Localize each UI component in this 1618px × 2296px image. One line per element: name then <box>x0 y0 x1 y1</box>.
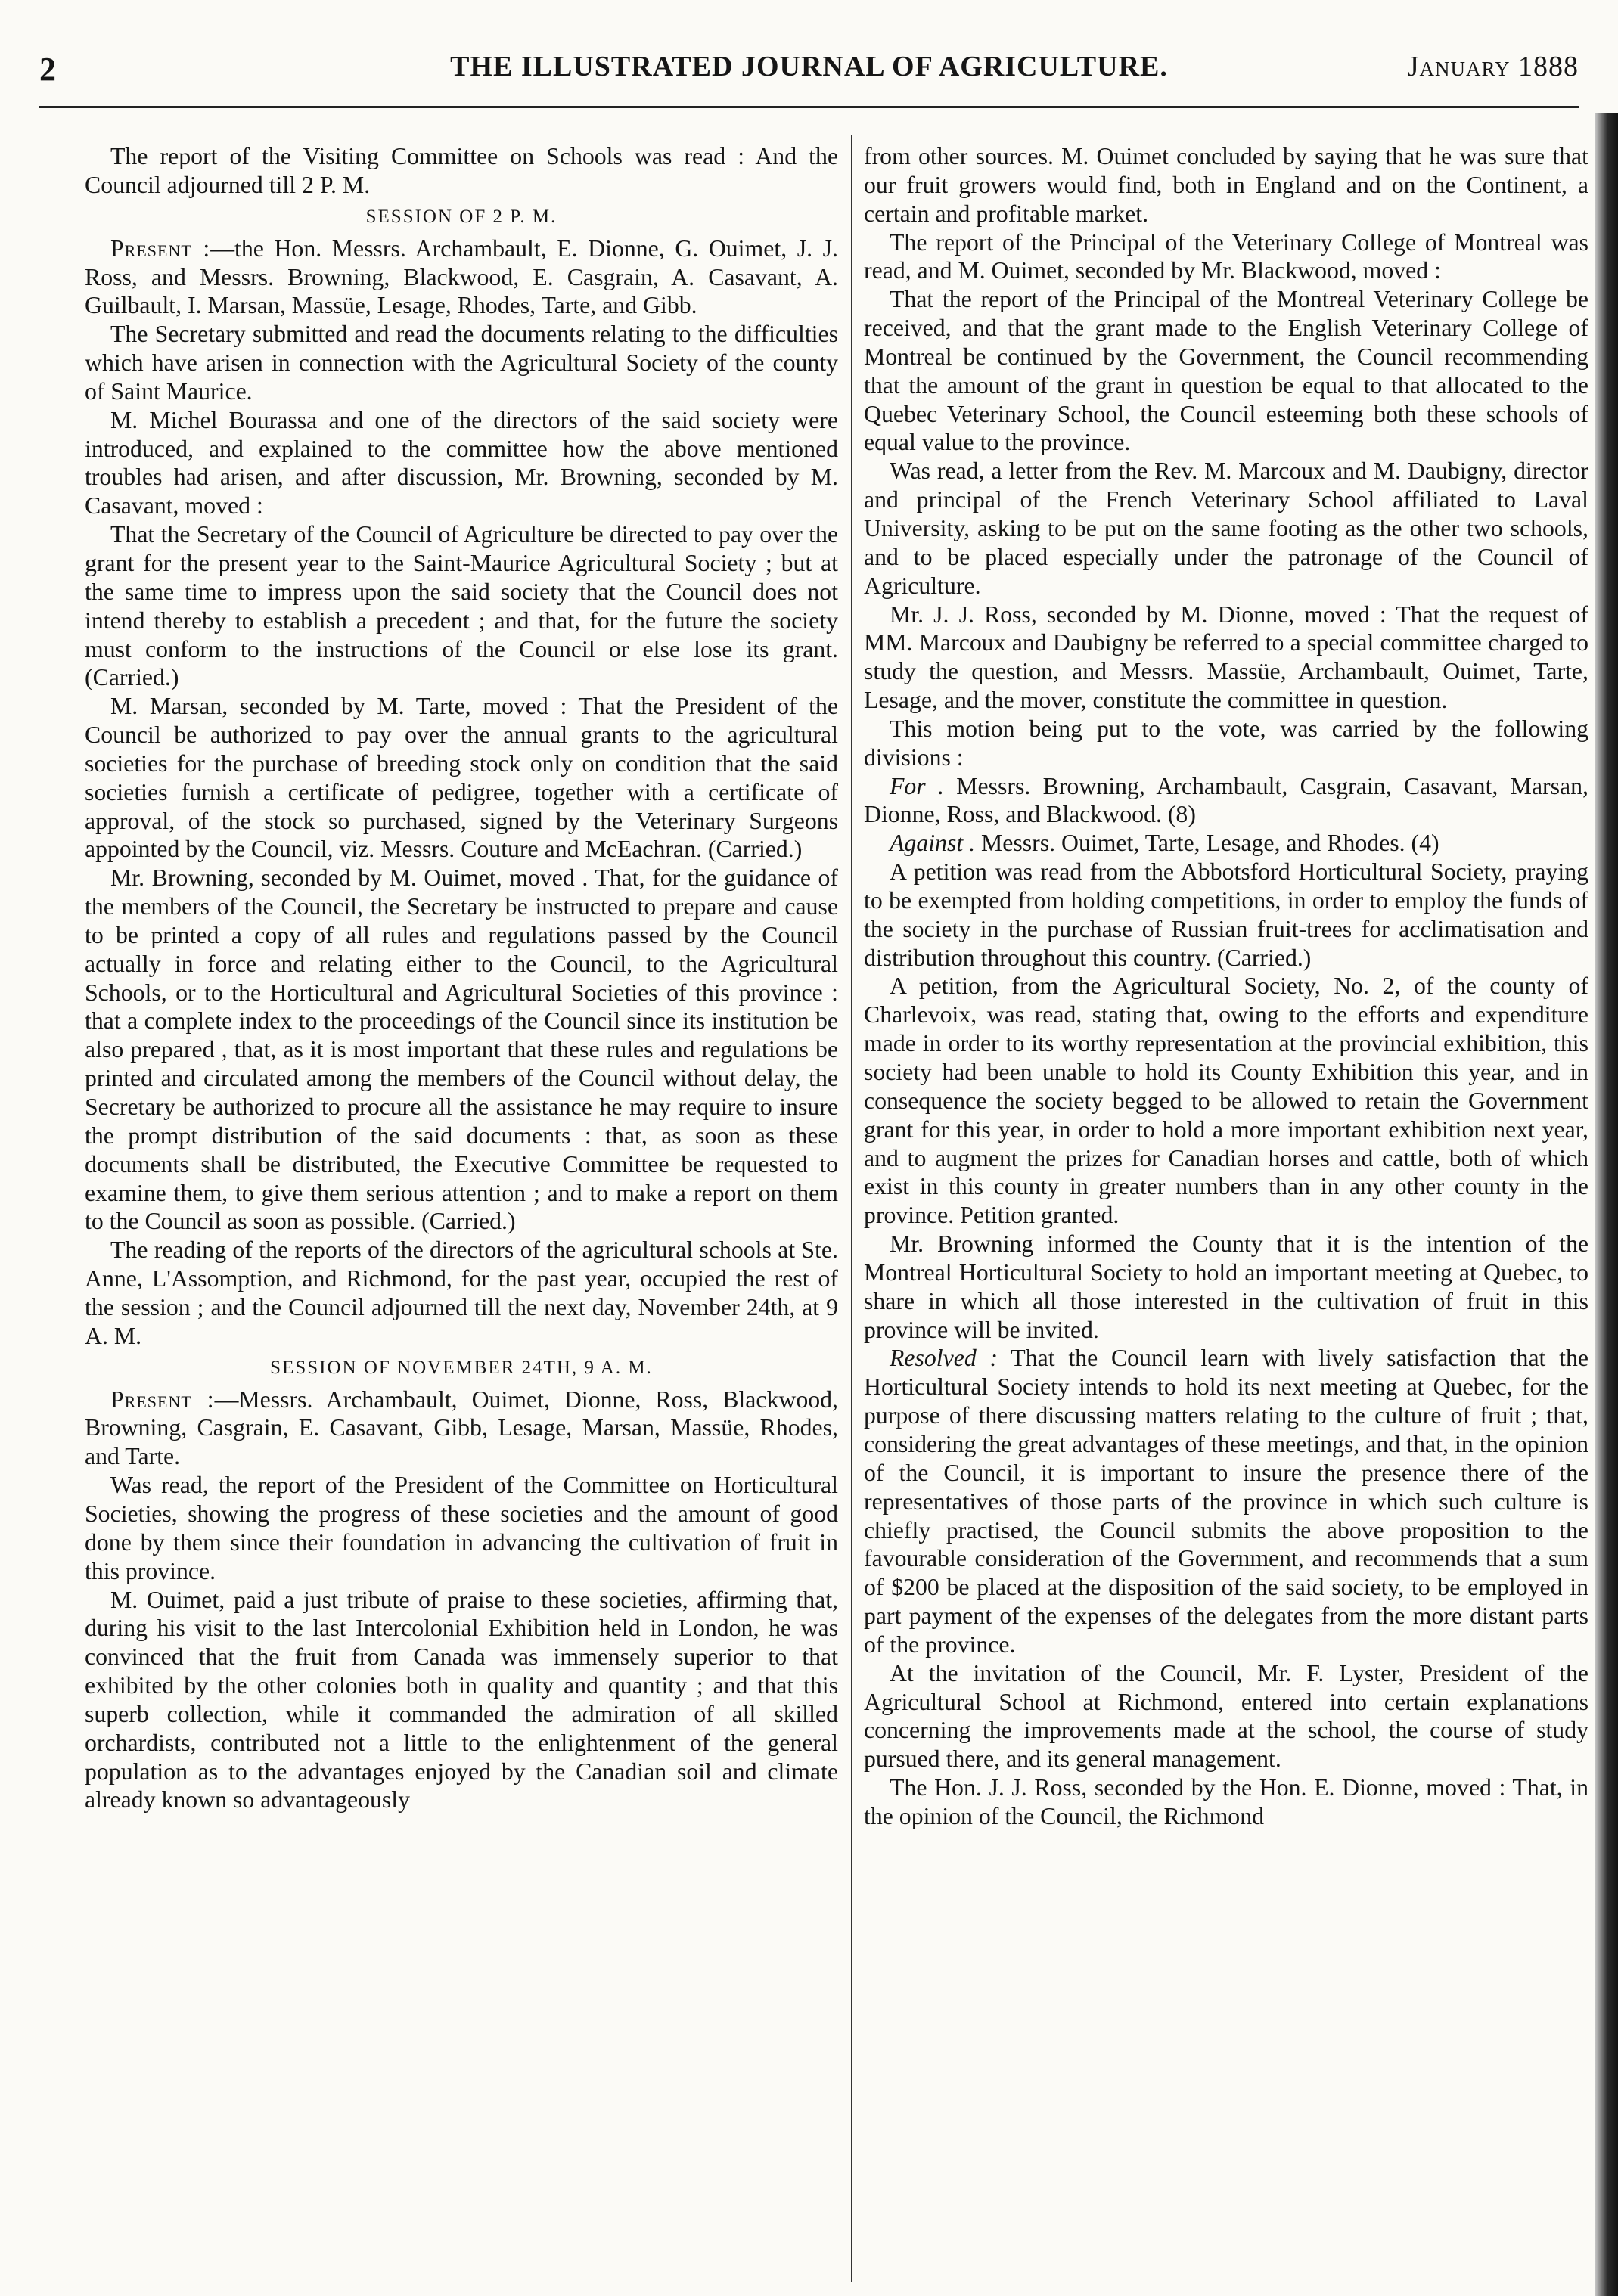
paragraph: A petition was read from the Abbotsford Horticultural Society, praying to be exempted from holding competitions, in order to employ the funds of the society in the purchase of Russian fruit-trees for acclimatisation and distribution throughout this country. (Carried.) <box>864 858 1588 971</box>
present-list: —Messrs. Archambault, Ouimet, Dionne, Ross, Blackwood, Browning, Casgrain, E. Casavant, Gibb, Lesage, Marsan, Massüe, Rhodes, and Tarte. <box>85 1385 838 1470</box>
paragraph: That the Secretary of the Council of Agriculture be directed to pay over the grant for the present year to the Saint-Maurice Agricultural Society ; but at the same time to impress upon the said society that the Council does not intend thereby to establish a precedent ; and that, for the future the society must conform to the instructions of the Council or else lose its grant. (Carried.) <box>85 521 838 691</box>
vote-against-label: Against . <box>890 830 976 857</box>
paragraph-present <box>85 1385 838 1472</box>
vote-against <box>864 829 1588 858</box>
present-label: Present : <box>110 1385 215 1413</box>
issue-date: January 1888 <box>1407 51 1579 82</box>
paragraph-present <box>85 234 838 321</box>
header-rule <box>39 106 1579 108</box>
paragraph: The Secretary submitted and read the documents relating to the difficulties which have arisen in connection with the Agricultural Society of the county of Saint Maurice. <box>85 321 838 405</box>
vote-for-names: Messrs. Browning, Archambault, Casgrain, Casavant, Marsan, Dionne, Ross, and Blackwood. (8) <box>864 772 1588 828</box>
paragraph: The report of the Principal of the Veterinary College of Montreal was read, and M. Ouimet, seconded by Mr. Blackwood, moved : <box>864 228 1588 284</box>
page-number: 2 <box>39 51 57 88</box>
paragraph: M. Marsan, seconded by M. Tarte, moved : That the President of the Council be authorized to pay over the annual grants to the agricultural societies for the purchase of breeding stock only on condition that the said societies furnish a certificate of pedigree, together with a certificate of approval, of the stock so purchased, signed by the Veterinary Surgeons appointed by the Council, viz. Messrs. Couture and McEachran. (Carried.) <box>85 693 838 863</box>
vote-for-label: For . <box>890 772 944 799</box>
paragraph: Mr. Browning informed the County that it is the intention of the Montreal Horticultural Society to hold an important meeting at Quebec, to share in which all those interested in the cultivation of fruit in this province will be invited. <box>864 1230 1588 1343</box>
session-heading: SESSION OF 2 P. M. <box>365 206 557 227</box>
paragraph: The Hon. J. J. Ross, seconded by the Hon. E. Dionne, moved : That, in the opinion of the Council, the Richmond <box>864 1774 1588 1829</box>
paragraph: That the report of the Principal of the Montreal Veterinary College be received, and that the grant made to the English Veterinary College of Montreal be continued by the Government, the Council recommending that the amount of the grant in question be equal to that allocated to the Quebec Veterinary School, the Council esteeming both these schools of equal value to the province. <box>864 286 1588 456</box>
left-column <box>85 142 838 2282</box>
paragraph: The report of the Visiting Committee on Schools was read : And the Council adjourned till 2 P. M. <box>85 143 838 198</box>
paragraph: M. Michel Bourassa and one of the directors of the said society were introduced, and explained to the committee how the above mentioned troubles had arisen, and after discussion, Mr. Browning, seconded by M. Casavant, moved : <box>85 406 838 520</box>
paragraph: Was read, the report of the President of the Committee on Horticultural Societies, showing the progress of these societies and the amount of good done by them since their foundation in advancing the cultivation of fruit in this province. <box>85 1472 838 1584</box>
column-divider <box>851 135 852 2282</box>
paragraph: The reading of the reports of the directors of the agricultural schools at Ste. Anne, L'Assomption, and Richmond, for the past year, occupied the rest of the session ; and the Council adjourned till the next day, November 24th, at 9 A. M. <box>85 1236 838 1349</box>
running-head <box>39 50 1579 95</box>
vote-for <box>864 772 1588 830</box>
session-heading: SESSION OF NOVEMBER 24TH, 9 A. M. <box>270 1357 653 1378</box>
journal-title: THE ILLUSTRATED JOURNAL OF AGRICULTURE. <box>450 51 1168 82</box>
right-column <box>864 142 1588 2282</box>
resolved-label: Resolved : <box>890 1345 998 1372</box>
paragraph: This motion being put to the vote, was carried by the following divisions : <box>864 715 1588 771</box>
page-edge-shadow <box>1595 113 1618 2296</box>
paragraph: Mr. J. J. Ross, seconded by M. Dionne, moved : That the request of MM. Marcoux and Daubigny be referred to a special committee charged to study the question, and Messrs. Massüe, Archambault, Ouimet, Tarte, Lesage, and the mover, constitute the committee in question. <box>864 600 1588 714</box>
paragraph: Mr. Browning, seconded by M. Ouimet, moved . That, for the guidance of the members of the Council, the Secretary be instructed to prepare and cause to be printed a copy of all rules and regulations passed by the Council actually in force and relating either to the Council, to the Agricultural Schools, or to the Horticultural and Agricultural Societies of this province : that a complete index to the proceedings of the Council since its institution be also prepared , that, as it is most important that these rules and regulations be printed and circulated among the members of the Council without delay, the Secretary be authorized to procure all the assistance he may require to insure the prompt distribution of the said documents : that, as soon as these documents shall be distributed, the Executive Committee be requested to examine them, to give them serious attention ; and to make a report on them to the Council as soon as possible. (Carried.) <box>85 864 838 1235</box>
paragraph: from other sources. M. Ouimet concluded by saying that he was sure that our fruit growers would find, both in England and on the Continent, a certain and profitable market. <box>864 143 1588 227</box>
vote-against-names: Messrs. Ouimet, Tarte, Lesage, and Rhodes. (4) <box>975 830 1439 857</box>
paragraph: M. Ouimet, paid a just tribute of praise to these societies, affirming that, during his visit to the last Intercolonial Exhibition held in London, he was convinced that the fruit from Canada was immensely superior to that exhibited by the other colonies both in quality and quantity ; and that this superb collection, while it commanded the admiration of all skilled orchardists, contributed not a little to the enlightenment of the general population as to the advantages enjoyed by the Canadian soil and climate already known so advantageously <box>85 1586 838 1814</box>
paragraph: At the invitation of the Council, Mr. F. Lyster, President of the Agricultural School at Richmond, entered into certain explanations concerning the improvements made at the school, the course of study pursued there, and its general management. <box>864 1659 1588 1773</box>
resolved-text: That the Council learn with lively satisfaction that the Horticultural Society intends to hold its next meeting at Quebec, for the purpose of there discussing matters relating to the culture of fruit ; that, considering the great advantages of these meetings, and that, in the opinion of the Council, it is important to insure the presence there of the representatives of those parts of the province in which such culture is chiefly practised, the Council submits the above proposition to the favourable consideration of the Government, and recommends that a sum of $200 be placed at the disposition of the said society, to be employed in part payment of the expenses of the delegates from the more distant parts of the province. <box>864 1345 1588 1658</box>
paragraph-resolved <box>864 1344 1588 1658</box>
paragraph: Was read, a letter from the Rev. M. Marcoux and M. Daubigny, director and principal of the French Veterinary School affiliated to Laval University, asking to be put on the same footing as the other two schools, and to be placed especially under the patronage of the Council of Agriculture. <box>864 458 1588 599</box>
present-list: —the Hon. Messrs. Archambault, E. Dionne, G. Ouimet, J. J. Ross, and Messrs. Browning, Blackwood, E. Casgrain, A. Casavant, A. Guilbault, I. Marsan, Massüe, Lesage, Rhodes, Tarte, and Gibb. <box>85 234 838 319</box>
paragraph: A petition, from the Agricultural Society, No. 2, of the county of Charlevoix, was read, stating that, owing to the efforts and expenditure made in order to its worthy representation at the provincial exhibition, this society had been unable to hold its County Exhibition this year, and in consequence the society begged to be allowed to retain the Government grant for this year, in order to hold a more important exhibition next year, and to augment the prizes for Canadian horses and cattle, both of which exist in this county in greater numbers than in any other county in the province. Petition granted. <box>864 973 1588 1229</box>
present-label: Present : <box>110 234 211 262</box>
